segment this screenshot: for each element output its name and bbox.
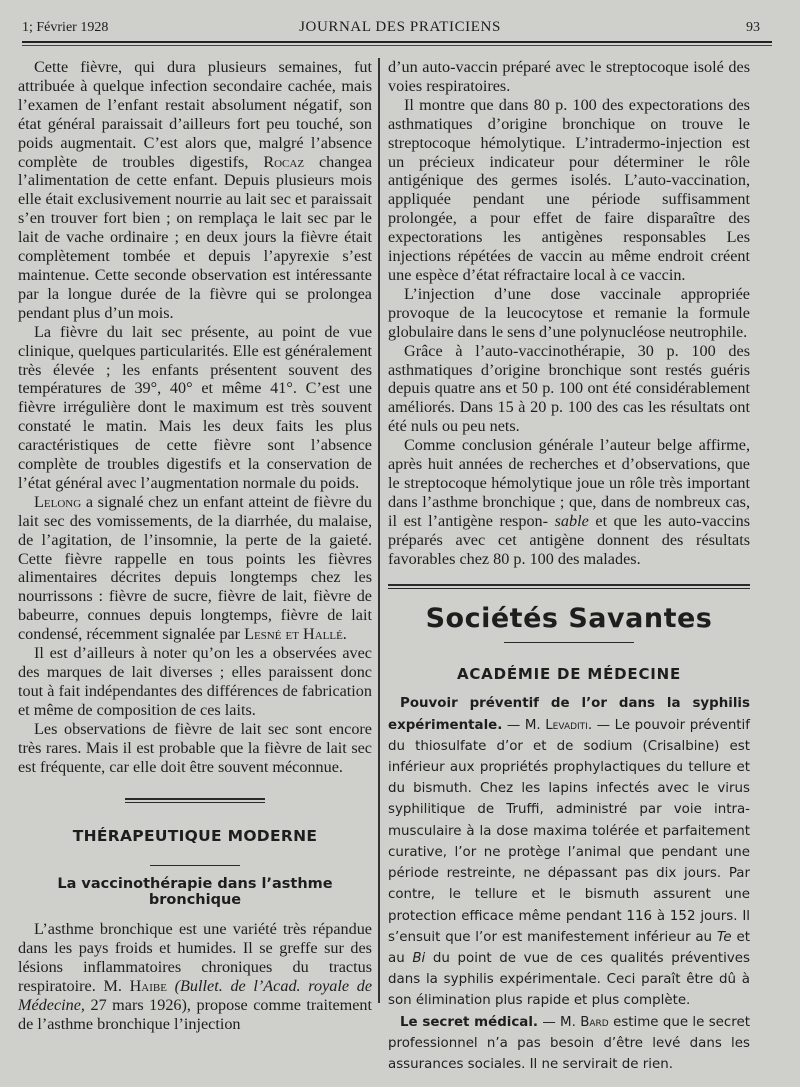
text: L’asthme bronchique est une variété très répandue dans les pays froids et humides. Il se greffe sur des lésions inflammatoires chroniques du tractus respiratoire. M. bbox=[18, 920, 372, 996]
text: Le pouvoir préventif du thiosulfate d’or et de sodium (Crisalbine) est inférieur aux propriétés prophylactiques du tellure et du bismuth. Chez les lapins infectés avec le virus syphilitique de Truffi, administré par voie intra-musculaire à la dose maxima tolérée et parfaitement curative, l’or ne protège l’animal que pendant une période restreinte, ne dépassant pas dix jours. Par contre, le tellure et le bismuth assurent une protection efficace même pendant 116 à 152 jours. Il s’ensuit que l’or est manifestement inférieur au bbox=[388, 717, 750, 945]
report-title: Le secret médical. bbox=[400, 1014, 539, 1030]
symbol: Te bbox=[716, 929, 732, 945]
text: du point de vue de ces qualités préventives dans la syphilis expérimentale. Ceci paraît être dû à son élimination plus rapide et plus complète. bbox=[388, 950, 750, 1009]
academie-heading: ACADÉMIE DE MÉDECINE bbox=[456, 665, 682, 684]
text: changea l’alimentation de cette enfant. Depuis plusieurs mois elle était exclusivement nourrie au lait sec et paraissait s’en trouver fort bien ; on remplaça le lait sec par le lait de vache ordinaire ; en deux jours la fièvre était complètement tombée et depuis l’apyrexie s’est maintenue. Cette seconde observation est intéressante par la longue durée de la fièvre qui se prolongea pendant plus d’un mois. bbox=[18, 152, 373, 322]
paragraph: Il est d’ailleurs à noter qu’on les a observées avec des marques de lait diverses ; elles paraissent donc tout à fait indépendantes des différences de fabrication et même de composition de ces laits. bbox=[18, 644, 372, 719]
paragraph bbox=[18, 920, 372, 1033]
paragraph: Les observations de fièvre de lait sec sont encore très rares. Mais il est probable que la fièvre de lait sec est fréquente, car elle doit être souvent méconnue. bbox=[18, 719, 372, 776]
text: et au bbox=[388, 929, 751, 966]
text: et que les auto-vaccins préparés avec cet antigène donnent des résultats favorables chez 80 p. 100 des malades. bbox=[388, 511, 751, 568]
text: 27 mars 1926), propose comme traitement de l’asthme bronchique l’injection bbox=[18, 996, 373, 1033]
header-rule bbox=[22, 41, 772, 43]
paragraph bbox=[18, 493, 372, 644]
text-italic: sable bbox=[554, 511, 589, 530]
paragraph: La fièvre du lait sec présente, au point de vue clinique, quelques particularités. Elle est généralement très élevée ; les enfants présentent souvent des températures de 39°, 40° et même 41°. C’est une fièvre irrégulière dont le maximum est très souvent constaté le matin. Mais les deux faits les plus caractéristiques de cette fièvre sont l’absence complète de troubles digestifs et la conservation de l’état général avec l’augmentation normale du poids. bbox=[18, 322, 372, 492]
page-header bbox=[0, 0, 800, 40]
header-rule-thin bbox=[22, 45, 772, 46]
symbol: Bi bbox=[412, 950, 426, 966]
journal-title: JOURNAL DES PRATICIENS bbox=[299, 19, 501, 35]
section-rule-small bbox=[150, 865, 240, 866]
column-divider bbox=[378, 58, 380, 1003]
section-rule bbox=[388, 584, 750, 589]
title-rule bbox=[504, 642, 634, 643]
text: Cette fièvre, qui dura plusieurs semaines, fut attribuée à quelque infection secondaire cachée, mais l’examen de l’enfant restait absolument négatif, son état général paraissait d’ailleurs fort peu touché, son poids augmentait. C’est alors que, malgré l’absence complète de troubles digestifs, bbox=[18, 58, 372, 171]
text: Comme conclusion générale l’auteur belge affirme, après huit années de recherches et d’observations, que le streptocoque hémolytique joue un rôle très important dans l’asthme bronchique ; que, dans de nombreux cas, il est l’antigène respon- bbox=[388, 436, 750, 530]
societes-savantes-title: Sociétés Savantes bbox=[425, 603, 713, 635]
report-gold-syphilis bbox=[388, 693, 750, 1011]
paragraph bbox=[388, 436, 750, 568]
report-medical-secret bbox=[388, 1012, 750, 1076]
citation: (Bullet. de l’Acad. royale de Médecine, bbox=[18, 977, 373, 1015]
author-name: — M. Levaditi. — bbox=[506, 717, 611, 733]
author-name: Rocaz bbox=[263, 152, 305, 171]
paragraph: Grâce à l’auto-vaccinothérapie, 30 p. 100 des asthmatiques d’origine bronchique sont restés guéris depuis quatre ans et 50 p. 100 ont été considérablement améliorés. Dans 15 à 20 p. 100 des cas les résultats ont été nuls ou peu nets. bbox=[388, 341, 750, 436]
section-rule bbox=[125, 798, 265, 803]
text: a signalé chez un enfant atteint de fièvre du lait sec des vomissements, de la diarrhée, du malaise, de l’agitation, de l’insomnie, la perte de la gaieté. Cette fièvre rappelle en tous points les fièvres alimentaires décrites depuis longtemps chez les nourrissons : fièvre de sucre, fièvre de lait, fièvre de babeurre, connues depuis longtemps, fièvre de lait condensé, récemment signalée par bbox=[18, 492, 373, 644]
paragraph: L’injection d’une dose vaccinale appropriée provoque de la leucocytose et remanie la formule globulaire dans le sens d’une polynucléose neutrophile. bbox=[388, 284, 750, 341]
author-name: — M. Bard bbox=[542, 1014, 609, 1030]
right-column bbox=[388, 58, 750, 1075]
author-name: Haibe bbox=[129, 977, 167, 996]
author-name: Lelong bbox=[34, 492, 82, 511]
header-date: 1; Février 1928 bbox=[22, 20, 109, 35]
page-number: 93 bbox=[746, 20, 760, 35]
paragraph: Il montre que dans 80 p. 100 des expectorations des asthmatiques d’origine bronchique on trouve le streptocoque hémolytique. L’intradermo-injection est un précieux indicateur pour déterminer le rôle antigénique des germes isolés. L’auto-vaccination, appliquée pendant une période suffisamment prolongée, a pour effet de faire disparaître des expectorations les antigènes responsables Les injections répétées de vaccin au même endroit créent une espèce d’état réfractaire local à ce vaccin. bbox=[388, 95, 750, 284]
societies-reports bbox=[388, 693, 750, 1075]
article-title: La vaccinothérapie dans l’asthme bronchique bbox=[57, 876, 333, 909]
left-column bbox=[18, 58, 372, 1034]
section-heading: THÉRAPEUTIQUE MODERNE bbox=[72, 827, 318, 846]
paragraph bbox=[18, 58, 372, 323]
author-name: Lesné et Hallé. bbox=[244, 625, 347, 644]
report-title: Pouvoir préventif de l’or dans la syphilis expérimentale. bbox=[388, 696, 750, 733]
text: estime que le secret professionnel n’a pas besoin d’être levé dans les assurances sociales. Il ne servirait de rien. bbox=[388, 1014, 750, 1072]
paragraph: d’un auto-vaccin préparé avec le streptocoque isolé des voies respiratoires. bbox=[388, 58, 750, 95]
